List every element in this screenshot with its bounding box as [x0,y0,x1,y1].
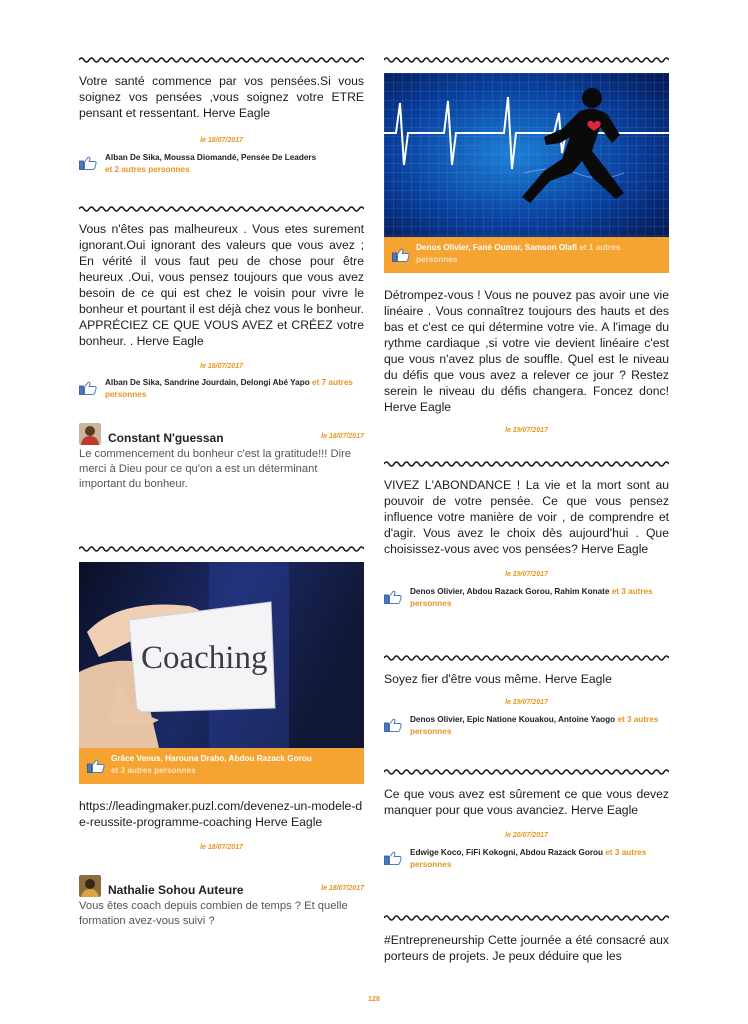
post-abundance [384,477,669,610]
post-date: le 18/07/2017 [200,137,243,144]
avatar[interactable] [79,423,101,445]
likes-others[interactable]: et 3 autres personnes [410,848,647,869]
section-divider [384,654,669,662]
post-date: le 18/07/2017 [200,844,243,851]
likes-others[interactable]: et 3 autres personnes [410,587,653,608]
section-divider [384,914,669,922]
post-coaching [79,562,364,929]
thumbs-up-icon[interactable] [79,156,97,170]
thumbs-up-icon[interactable] [79,381,97,395]
coaching-caption: Coaching [141,640,268,676]
comment-date: le 18/07/2017 [321,885,364,892]
likes-names[interactable]: Alban De Sika, Sandrine Jourdain, Delongi Abé Yapo [105,378,310,387]
post-health-thoughts [79,73,364,176]
post-entrepreneurship [384,932,669,964]
thumbs-up-icon[interactable] [384,851,402,865]
likes-names[interactable]: Edwige Koco, FiFi Kokogni, Abdou Razack Gorou [410,848,604,857]
post-be-proud [384,671,669,738]
likes-bar[interactable] [384,237,669,273]
thumbs-up-icon[interactable] [392,248,410,262]
post-text: VIVEZ L'ABONDANCE ! La vie et la mort sont au pouvoir de votre pensée. Ce que vous pensez influence votre manière de voir , de comprendre et d'agir. Vous avez le choix dès aujourd'hui . Que choisissez-vous avec vos pensées? Herve Eagle [384,478,669,556]
post-date: le 19/07/2017 [505,699,548,706]
section-divider [79,56,364,64]
post-text: Soyez fier d'être vous même. Herve Eagle [384,672,612,686]
post-happiness [79,221,364,492]
post-text: Détrompez-vous ! Vous ne pouvez pas avoir une vie linéaire . Vous connaîtrez toujours des hauts et des bas et c'est ce qui détermine votre vie. A l'image du rythme cardiaque ,si votre vie devient linéaire c'est que vous n'avez plus de souffle. Quel est le niveau du défis que vous avez a relever ce jour ? Restez serein le niveau du défis changera. Foncez donc! Herve Eagle [384,288,669,414]
post-text: #Entrepreneurship Cette journée a été consacré aux porteurs de projets. Je peux déduire que les [384,933,669,963]
section-divider [384,56,669,64]
likes-row[interactable] [384,847,669,871]
page-number: 128 [368,996,380,1003]
likes-row[interactable] [384,714,669,738]
thumbs-up-icon[interactable] [384,718,402,732]
likes-bar[interactable] [79,748,364,784]
comment [79,423,364,492]
section-divider [79,545,364,553]
post-text[interactable]: https://leadingmaker.puzl.com/devenez-un-modele-de-reussite-programme-coaching Herve Eagle [79,799,363,829]
likes-others[interactable]: et 2 autres personnes [105,165,190,174]
likes-row[interactable] [384,586,669,610]
comment-author[interactable]: Constant N'guessan [108,431,224,445]
likes-others[interactable]: et 1 autres personnes [416,243,621,264]
post-date: le 19/07/2017 [505,571,548,578]
post-date: le 20/07/2017 [505,832,548,839]
coaching-image[interactable] [79,562,364,748]
section-divider [384,460,669,468]
post-heartbeat [384,73,669,434]
section-divider [384,768,669,776]
heartbeat-image[interactable] [384,73,669,237]
avatar[interactable] [79,875,101,897]
comment-text: Vous êtes coach depuis combien de temps ? Et quelle formation avez-vous suivi ? [79,900,348,927]
post-date: le 18/07/2017 [200,363,243,370]
post-text: Vous n'êtes pas malheureux . Vous etes surement ignorant.Oui ignorant des valeurs que vous avez ; En vérité il vous faut peu de chose pour être heureux .Oui, vous pensez toujours que vous avez besoin de ce qui est chez le voisin pour vivre le bonheur et pourtant il est déjà chez vous le bonheur. APPRÉCIEZ CE QUE VOUS AVEZ et CRÉEZ votre bonheur. . Herve Eagle [79,222,364,348]
comment-text: Le commencement du bonheur c'est la gratitude!!! Dire merci à Dieu pour ce qu'on a est un déterminant important du bonheur. [79,448,352,490]
likes-others[interactable]: et 3 autres personnes [410,715,659,736]
likes-names[interactable]: Grâce Venus, Harouna Drabo, Abdou Razack Gorou [111,754,312,763]
post-text: Votre santé commence par vos pensées.Si vous soignez vos pensées ,vous soignez votre ETRE pensant et ressentant. Herve Eagle [79,74,364,120]
likes-names[interactable]: Denos Olivier, Abdou Razack Gorou, Rahim Konate [410,587,610,596]
thumbs-up-icon[interactable] [384,590,402,604]
post-date: le 19/07/2017 [505,427,548,434]
section-divider [79,205,364,213]
comment-date: le 18/07/2017 [321,433,364,440]
comment [79,875,364,929]
post-text: Ce que vous avez est sûrement ce que vous devez manquer pour que vous avanciez. Herve Eagle [384,787,669,817]
likes-others[interactable]: et 3 autres personnes [111,765,196,775]
thumbs-up-icon[interactable] [87,759,105,773]
comment-author[interactable]: Nathalie Sohou Auteure [108,883,244,897]
likes-others[interactable]: et 7 autres personnes [105,378,353,399]
post-what-you-have [384,786,669,871]
likes-names[interactable]: Denos Olivier, Epic Natione Kouakou, Antoine Yaogo [410,715,616,724]
likes-row[interactable] [79,152,364,176]
likes-row[interactable] [79,377,364,401]
likes-names[interactable]: Denos Olivier, Fané Oumar, Samson Olafi [416,243,578,252]
likes-names[interactable]: Alban De Sika, Moussa Diomandé, Pensée De Leaders [105,153,317,162]
